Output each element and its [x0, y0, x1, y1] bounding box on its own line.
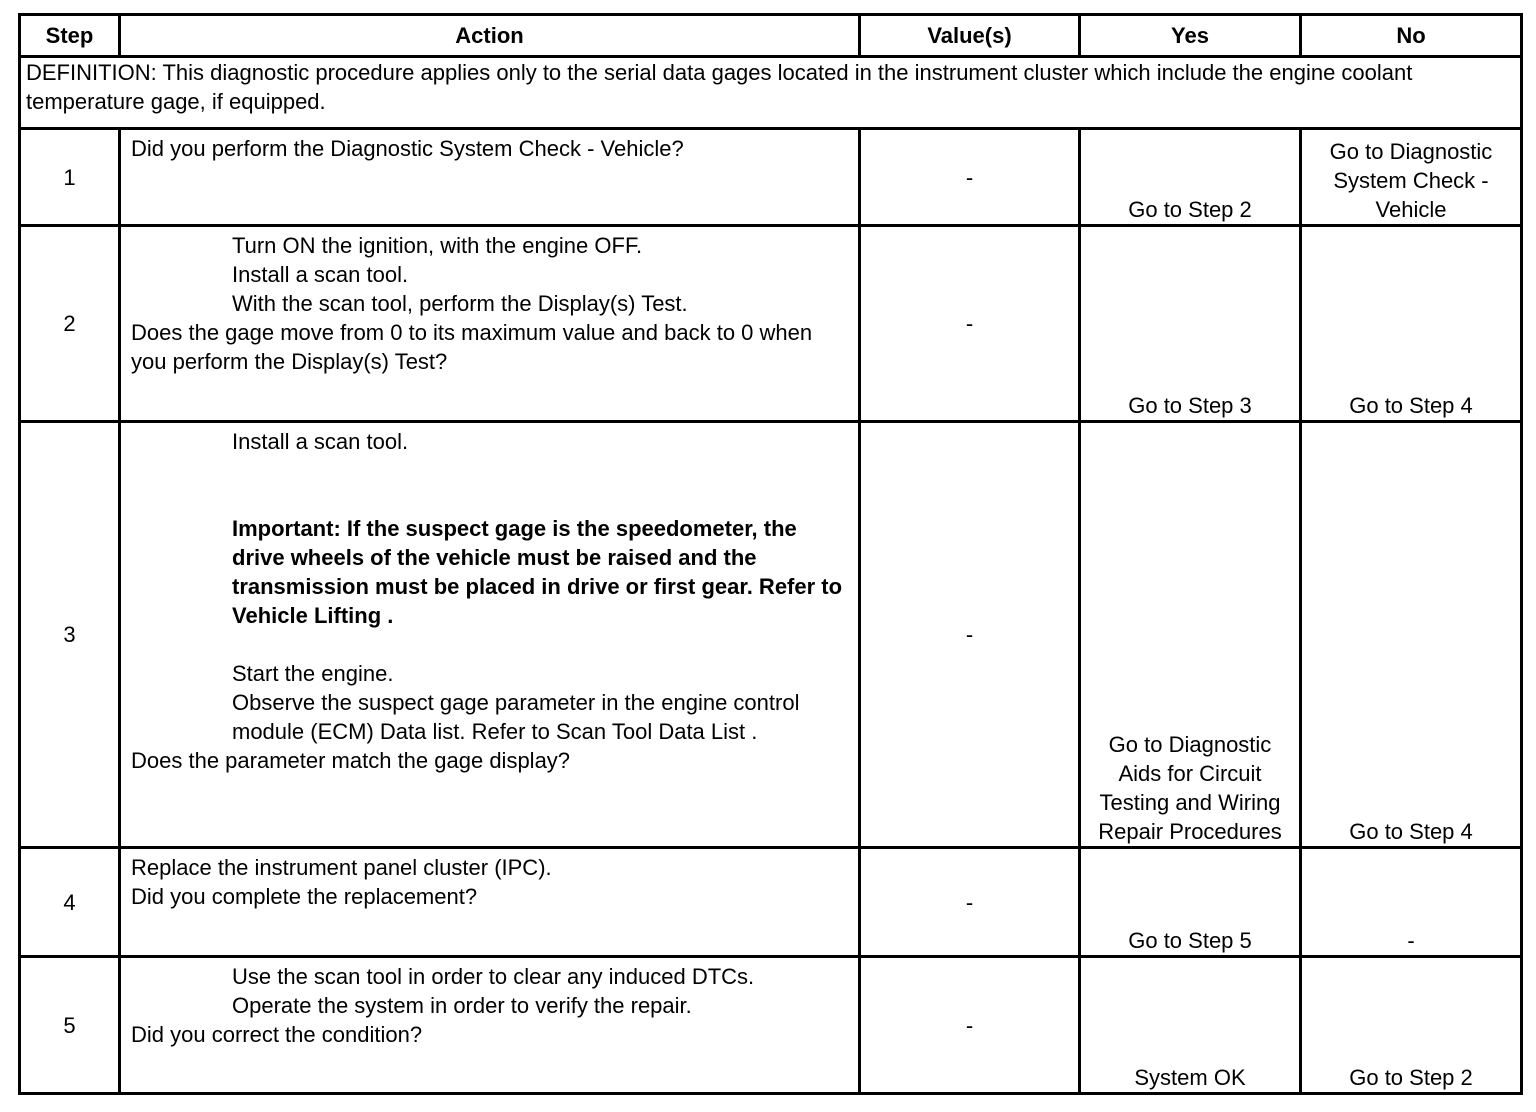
- value-cell: -: [860, 957, 1080, 1094]
- action-cell: [120, 422, 860, 848]
- action-cell: [120, 848, 860, 957]
- step-number: 2: [20, 226, 120, 422]
- definition-row: [20, 57, 1522, 129]
- header-no: No: [1301, 15, 1522, 57]
- yes-cell: System OK: [1080, 957, 1301, 1094]
- instruction-item: Turn ON the ignition, with the engine OFF.: [232, 233, 643, 258]
- header-action: Action: [120, 15, 860, 57]
- important-note: Important: If the suspect gage is the speedometer, the drive wheels of the vehicle must be raised and the transmission must be placed in drive or first gear. Refer to Vehicle Lifting .: [232, 516, 843, 628]
- no-cell: Go to Step 4: [1301, 422, 1522, 848]
- step-number: 1: [20, 129, 120, 226]
- no-cell: Go to Step 4: [1301, 226, 1522, 422]
- yes-cell: Go to Step 3: [1080, 226, 1301, 422]
- yes-cell: Go to Step 5: [1080, 848, 1301, 957]
- table-row: [20, 129, 1522, 226]
- instruction-list: [131, 231, 848, 318]
- diagnostic-table: [18, 13, 1523, 1095]
- step-number: 5: [20, 957, 120, 1094]
- action-question: Does the parameter match the gage display?: [131, 748, 571, 773]
- action-question: Did you complete the replacement?: [131, 884, 478, 909]
- table-row: [20, 957, 1522, 1094]
- instruction-item: With the scan tool, perform the Display(s) Test.: [232, 291, 688, 316]
- action-cell: [120, 957, 860, 1094]
- yes-cell: Go to Diagnostic Aids for Circuit Testing and Wiring Repair Procedures: [1080, 422, 1301, 848]
- header-values: Value(s): [860, 15, 1080, 57]
- step-number: 4: [20, 848, 120, 957]
- instruction-list: [131, 962, 848, 1020]
- header-yes: Yes: [1080, 15, 1301, 57]
- instruction-item: Start the engine.: [232, 661, 394, 686]
- yes-cell: Go to Step 2: [1080, 129, 1301, 226]
- table-row: [20, 848, 1522, 957]
- instruction-item: Install a scan tool.: [232, 429, 409, 454]
- no-cell: -: [1301, 848, 1522, 957]
- action-question: Did you perform the Diagnostic System Check - Vehicle?: [131, 136, 684, 161]
- no-cell: Go to Diagnostic System Check - Vehicle: [1301, 129, 1522, 226]
- instruction-list: [131, 427, 848, 746]
- header-row: [20, 15, 1522, 57]
- instruction-item: Operate the system in order to verify the repair.: [232, 993, 692, 1018]
- action-cell: [120, 226, 860, 422]
- action-cell: [120, 129, 860, 226]
- instruction-item: Replace the instrument panel cluster (IPC).: [131, 855, 552, 880]
- instruction-item: Use the scan tool in order to clear any induced DTCs.: [232, 964, 755, 989]
- definition-text: DEFINITION: This diagnostic procedure applies only to the serial data gages located in the instrument cluster which include the engine coolant temperature gage, if equipped.: [20, 57, 1522, 129]
- step-number: 3: [20, 422, 120, 848]
- no-cell: Go to Step 2: [1301, 957, 1522, 1094]
- value-cell: -: [860, 129, 1080, 226]
- value-cell: -: [860, 422, 1080, 848]
- instruction-item: Observe the suspect gage parameter in the engine control module (ECM) Data list. Refer to Scan Tool Data List .: [232, 690, 800, 744]
- value-cell: -: [860, 226, 1080, 422]
- table-row: [20, 422, 1522, 848]
- header-step: Step: [20, 15, 120, 57]
- table-row: [20, 226, 1522, 422]
- instruction-item: Install a scan tool.: [232, 262, 409, 287]
- action-question: Does the gage move from 0 to its maximum value and back to 0 when you perform the Display(s) Test?: [131, 320, 813, 374]
- action-question: Did you correct the condition?: [131, 1022, 423, 1047]
- value-cell: -: [860, 848, 1080, 957]
